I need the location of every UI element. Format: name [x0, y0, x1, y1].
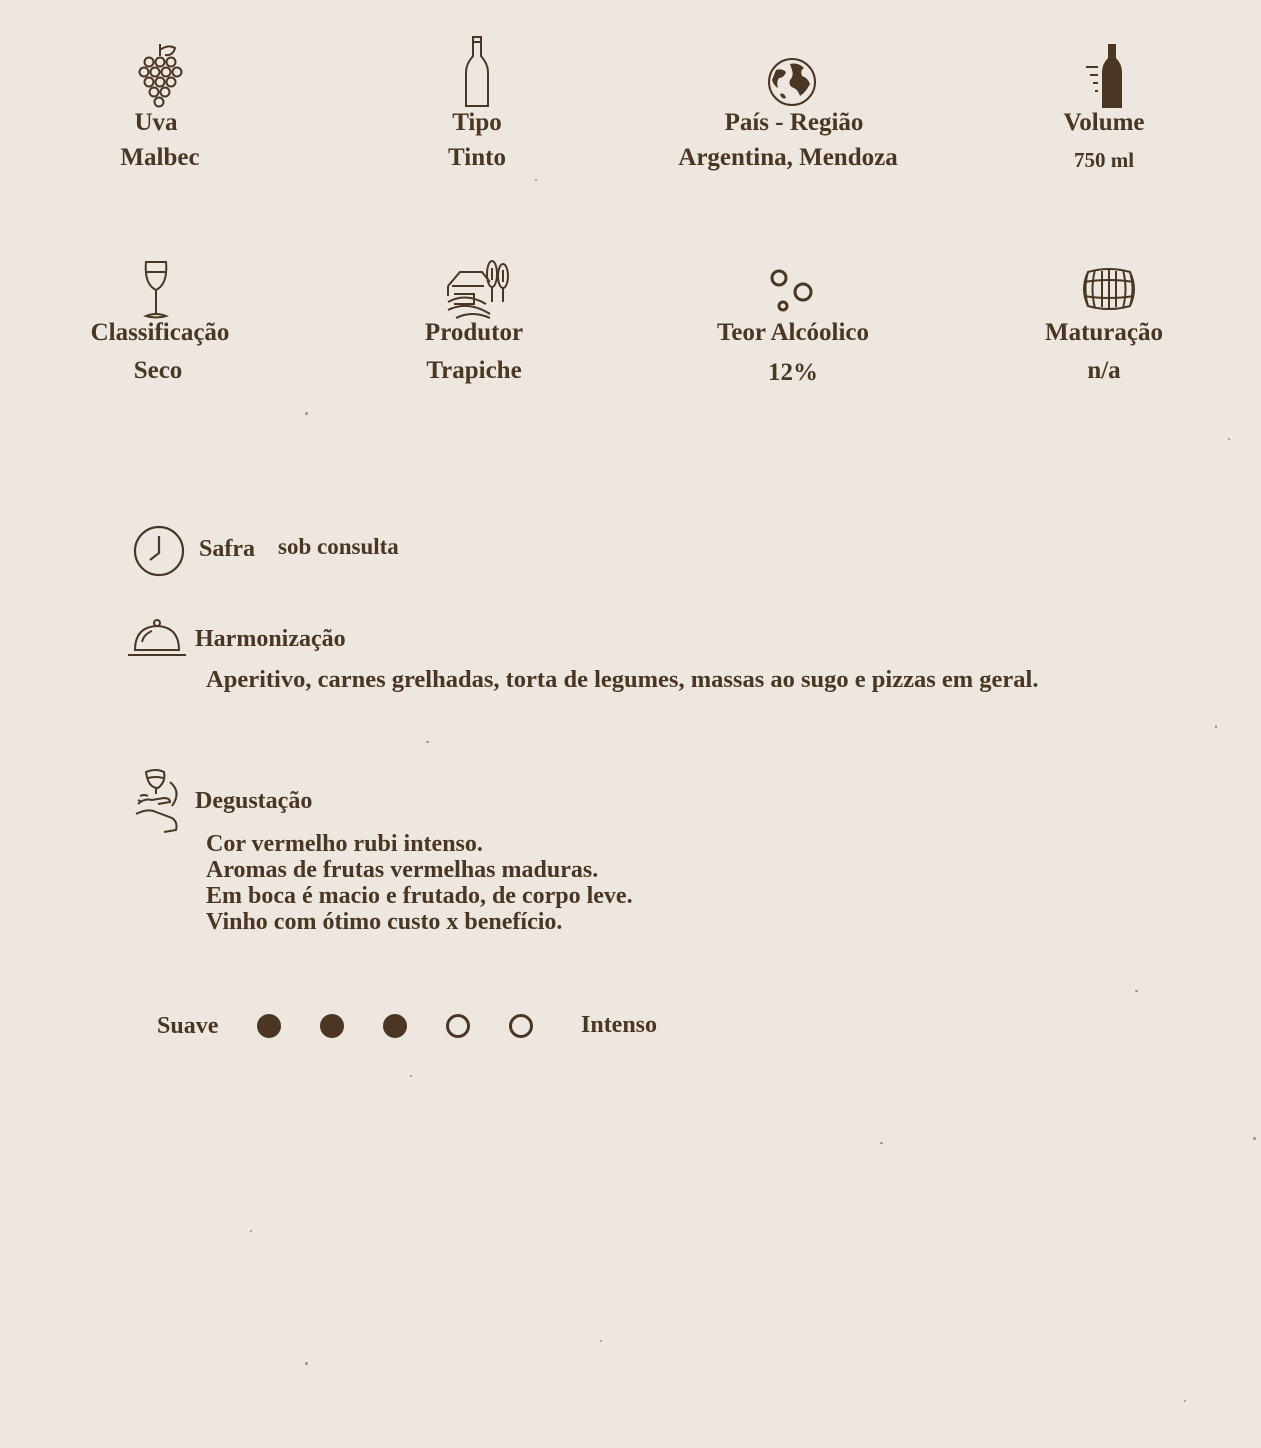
- spec-produtor: [374, 0, 574, 400]
- intensity-dot-empty: [509, 1014, 533, 1038]
- spec-value: 12%: [768, 359, 818, 386]
- safra-value: sob consulta: [278, 534, 399, 559]
- spec-label: Teor Alcóolico: [716, 319, 870, 346]
- spec-label: Uva: [134, 109, 178, 136]
- clock-icon: [132, 524, 186, 578]
- barrel-icon: [1080, 268, 1138, 310]
- winery-icon: [446, 258, 512, 320]
- safra-label: Safra: [199, 536, 255, 562]
- harmonizacao-text: Aperitivo, carnes grelhadas, torta de legumes, massas ao sugo e pizzas em geral.: [206, 666, 1039, 693]
- spec-value: n/a: [1087, 357, 1121, 384]
- harmonizacao-title: Harmonização: [195, 626, 346, 652]
- spec-value: Malbec: [120, 144, 200, 171]
- intensity-right-label: Intenso: [581, 1012, 658, 1038]
- bubbles-icon: [767, 266, 817, 314]
- wine-glass-icon: [143, 260, 169, 320]
- spec-value: Trapiche: [426, 357, 522, 384]
- cloche-icon: [126, 618, 188, 658]
- spec-label: Tipo: [452, 109, 502, 136]
- spec-label: Classificação: [90, 319, 230, 346]
- spec-label: Volume: [1063, 109, 1145, 136]
- spec-value: Argentina, Mendoza: [678, 144, 898, 171]
- spec-label: País - Região: [724, 109, 864, 136]
- spec-value: 750 ml: [1073, 148, 1135, 172]
- tasting-hand-icon: [134, 768, 184, 836]
- spec-teor: [693, 0, 893, 400]
- intensity-dot-empty: [446, 1014, 470, 1038]
- tasting-note: Vinho com ótimo custo x benefício.: [206, 909, 563, 935]
- spec-label: Maturação: [1044, 319, 1164, 346]
- intensity-dot-filled: [383, 1014, 407, 1038]
- degustacao-notes: [206, 831, 633, 935]
- intensity-dot-filled: [257, 1014, 281, 1038]
- tasting-note: Aromas de frutas vermelhas maduras.: [206, 857, 599, 883]
- intensity-left-label: Suave: [157, 1013, 219, 1039]
- spec-label: Produtor: [424, 319, 524, 346]
- intensity-dot-filled: [320, 1014, 344, 1038]
- spec-value: Tinto: [448, 144, 506, 171]
- tasting-note: Cor vermelho rubi intenso.: [206, 831, 483, 857]
- spec-maturacao: [1004, 0, 1204, 400]
- degustacao-title: Degustação: [195, 788, 313, 814]
- tasting-note: Em boca é macio e frutado, de corpo leve.: [206, 883, 633, 909]
- spec-classificacao: [55, 0, 265, 400]
- spec-value: Seco: [133, 357, 183, 384]
